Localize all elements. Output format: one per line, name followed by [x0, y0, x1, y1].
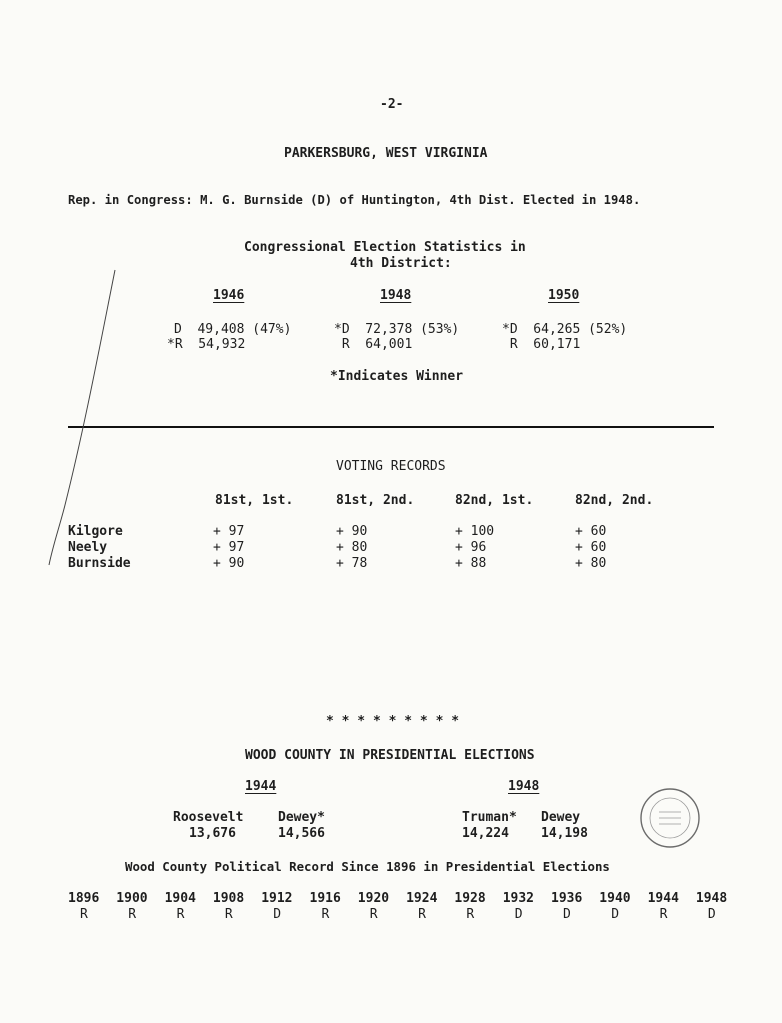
voting-row-name: Burnside [68, 556, 131, 571]
record-party: D [611, 907, 620, 922]
voting-cell: + 60 [575, 540, 607, 555]
horizontal-rule [68, 426, 714, 428]
record-party: D [563, 907, 571, 922]
voting-cell: + 100 [455, 524, 495, 539]
section-separator: * * * * * * * * * [326, 714, 460, 729]
record-year: 1904 [164, 891, 196, 906]
voting-records-title: VOTING RECORDS [336, 459, 446, 474]
pres-1944-candidate-1: Roosevelt [173, 810, 244, 825]
voting-cell: + 97 [213, 540, 245, 555]
record-party: R [176, 907, 185, 922]
record-year: 1936 [551, 891, 583, 906]
voting-cell: + 90 [336, 524, 368, 539]
record-party: R [659, 907, 668, 922]
record-party: D [707, 907, 716, 922]
record-year: 1944 [647, 891, 679, 906]
pres-1948-candidate-2: Dewey [541, 810, 581, 825]
record-party: R [418, 907, 426, 922]
election-1946-line2: *R 54,932 [167, 337, 246, 352]
pres-1944-candidate-2: Dewey* [278, 810, 325, 825]
record-year: 1900 [116, 891, 148, 906]
voting-cell: + 80 [336, 540, 368, 555]
stamp-seal-icon [639, 787, 701, 849]
record-year: 1912 [261, 891, 293, 906]
record-year: 1948 [695, 891, 728, 906]
record-year: 1896 [68, 891, 100, 906]
election-year-1948: 1948 [380, 288, 412, 303]
winner-note: *Indicates Winner [330, 369, 464, 384]
voting-cell: + 90 [213, 556, 245, 571]
record-party: R [224, 907, 233, 922]
record-year: 1940 [599, 891, 631, 906]
representative-line: Rep. in Congress: M. G. Burnside (D) of Huntington, 4th Dist. Elected in 1948. [68, 193, 641, 207]
election-1948-line1: *D 72,378 (53%) [334, 322, 460, 337]
record-party: R [466, 907, 475, 922]
stats-title: Congressional Election Statistics in [244, 240, 526, 255]
voting-row-name: Kilgore [68, 524, 123, 539]
record-party: D [273, 907, 282, 922]
election-year-1946: 1946 [213, 288, 245, 303]
pres-1948-candidate-1: Truman* [462, 810, 517, 825]
page-number: -2- [380, 97, 404, 112]
voting-cell: + 78 [336, 556, 368, 571]
voting-cell: + 88 [455, 556, 487, 571]
pres-1948-votes-2: 14,198 [541, 826, 588, 841]
voting-cell: + 96 [455, 540, 487, 555]
election-1950-line1: *D 64,265 (52%) [502, 322, 628, 337]
pres-1944-votes-2: 14,566 [278, 826, 325, 841]
voting-header-3: 82nd, 1st. [455, 493, 534, 508]
election-1946-line1: D 49,408 (47%) [174, 322, 292, 337]
record-year: 1916 [309, 891, 341, 906]
wood-county-title: WOOD COUNTY IN PRESIDENTIAL ELECTIONS [245, 748, 535, 763]
record-party: R [369, 907, 378, 922]
pres-year-1944: 1944 [245, 779, 277, 794]
city-title: PARKERSBURG, WEST VIRGINIA [284, 146, 488, 161]
voting-header-2: 81st, 2nd. [336, 493, 415, 508]
pres-year-1948: 1948 [508, 779, 540, 794]
record-year: 1932 [502, 891, 534, 906]
record-title: Wood County Political Record Since 1896 in Presidential Elections [125, 859, 610, 874]
record-year: 1920 [357, 891, 390, 906]
record-party: R [321, 907, 330, 922]
record-party: R [128, 907, 137, 922]
election-1950-line2: R 60,171 [502, 337, 581, 352]
archive-stamp [639, 787, 701, 849]
record-year: 1924 [406, 891, 438, 906]
record-party: R [80, 907, 88, 922]
record-party: D [514, 907, 523, 922]
pres-1948-votes-1: 14,224 [462, 826, 509, 841]
voting-cell: + 80 [575, 556, 607, 571]
voting-header-4: 82nd, 2nd. [575, 493, 654, 508]
pres-1944-votes-1: 13,676 [189, 826, 236, 841]
stats-subtitle: 4th District: [350, 256, 452, 271]
voting-cell: + 97 [213, 524, 245, 539]
voting-header-1: 81st, 1st. [215, 493, 294, 508]
election-1948-line2: R 64,001 [334, 337, 413, 352]
record-year: 1928 [454, 891, 486, 906]
voting-row-name: Neely [68, 540, 108, 555]
election-year-1950: 1950 [548, 288, 580, 303]
voting-cell: + 60 [575, 524, 607, 539]
record-year: 1908 [212, 891, 245, 906]
